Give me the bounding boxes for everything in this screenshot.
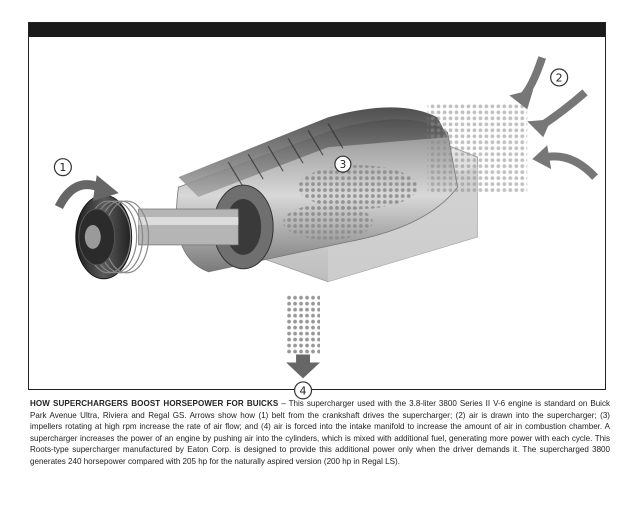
caption-body: – This supercharger used with the 3.8-liter 3800 Series II V-6 engine is standard on Buick Park Avenue Ultra, Riviera and Regal GS. Arrows show how (1) belt from the crankshaft drives the supercharger; (2) air is drawn into the supercharger; (3) impellers rotating at high rpm increase the rate of air flow; and (4) air is forced into the intake manifold to increase the amount of air in combustion chamber. A supercharger increases the power of an engine by pushing air into the cylinders, which is mixed with additional fuel, generating more power with each cycle. This Roots-type supercharger manufactured by Eaton Corp. is designed to provide this additional power only when the driver demands it. The supercharged 3800 generates 240 horsepower compared with 205 hp for the naturally aspired version (200 hp in Regal LS).	[30, 399, 610, 466]
illustration-frame	[28, 22, 606, 398]
label-2	[551, 69, 568, 86]
label-3-text: 3	[339, 159, 347, 172]
label-4	[295, 382, 312, 399]
outlet-air-column	[286, 295, 320, 355]
label-3	[335, 156, 351, 172]
supercharger-illustration	[29, 37, 605, 398]
arrow-4-icon	[286, 355, 320, 379]
caption-headline: HOW SUPERCHARGERS BOOST HORSEPOWER FOR BUICKS	[30, 399, 279, 408]
incoming-air-particles	[428, 102, 528, 192]
label-1-text: 1	[59, 161, 67, 175]
figure-caption	[30, 398, 610, 468]
label-2-text: 2	[555, 71, 563, 85]
belt-pulley	[76, 195, 149, 279]
label-1	[54, 159, 71, 176]
label-4-text: 4	[299, 384, 307, 398]
frame-top-bar	[29, 23, 605, 37]
